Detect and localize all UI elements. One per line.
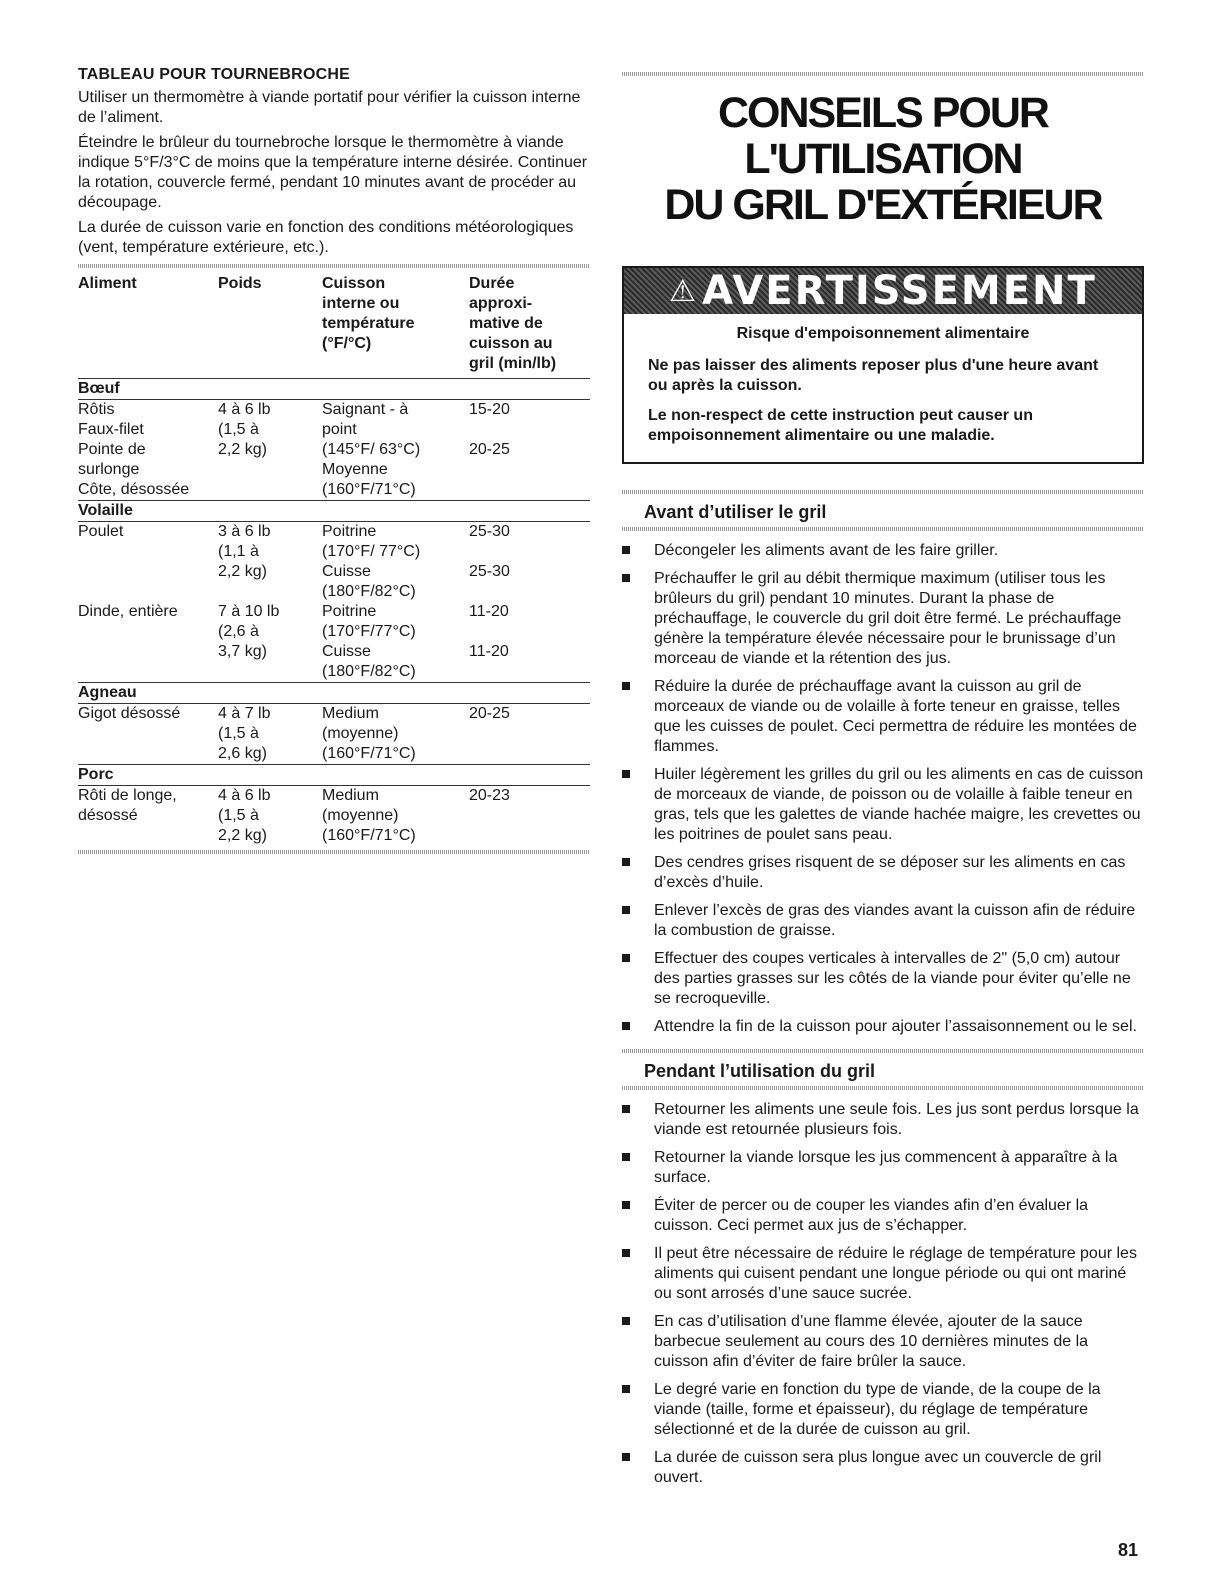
- cell-poids: [218, 522, 322, 603]
- page-number: 81: [1118, 1540, 1139, 1560]
- cell-line: Poulet: [78, 523, 124, 540]
- cell-line: Côte, désossée: [78, 481, 190, 498]
- cell-line: Cuisse: [322, 563, 371, 580]
- page-title: [622, 90, 1144, 228]
- bullet-square-icon: [622, 954, 630, 962]
- section1-heading-divider: [622, 527, 1144, 531]
- list-item: [622, 677, 1144, 757]
- bullet-square-icon: [622, 1153, 630, 1161]
- cell-line: 20-23: [469, 787, 510, 804]
- cell-line: 11-20: [469, 603, 509, 620]
- cell-duree: [469, 786, 590, 847]
- cell-duree: [469, 400, 590, 501]
- bullet-square-icon: [622, 574, 630, 582]
- cell-line: (1,5 à: [218, 725, 259, 742]
- warning-line-2: Le non-respect de cette instruction peut causer un empoisonnement alimentaire ou une maladie.: [648, 407, 1033, 444]
- rotisserie-heading: TABLEAU POUR TOURNEBROCHE: [78, 66, 350, 83]
- list-item: [622, 949, 1144, 1009]
- cell-line: 3 à 6 lb: [218, 523, 271, 540]
- rotisserie-chart-section: [78, 66, 590, 854]
- cell-line: 11-20: [469, 643, 509, 660]
- section-during-heading: Pendant l’utilisation du gril: [644, 1061, 876, 1081]
- table-header: [78, 268, 590, 379]
- table-row: [78, 786, 590, 847]
- cell-line: Medium: [322, 787, 379, 804]
- group-label: Volaille: [78, 501, 590, 522]
- list-item-text: Préchauffer le gril au débit thermique maximum (utiliser tous les brûleurs du gril) pendant 10 minutes. Durant la phase de préchauffage, le couvercle du gril doit être fermé. Le préchauffage génère la température élevée nécessaire pour le brunissage d’un morceau de viande et la rétention des jus.: [654, 570, 1122, 667]
- cell-line: 3,7 kg): [218, 643, 267, 660]
- cell-line: Moyenne: [322, 461, 388, 478]
- cell-line: 4 à 6 lb: [218, 787, 271, 804]
- cell-line: approxi-: [469, 295, 533, 312]
- cell-poids: [218, 400, 322, 501]
- cell-line: Durée: [469, 275, 515, 292]
- before-grilling-list: [622, 541, 1144, 1037]
- group-label: Agneau: [78, 683, 590, 704]
- cell-line: Saignant - à: [322, 401, 409, 418]
- cell-line: gril (min/lb): [469, 355, 557, 372]
- cell-line: [469, 622, 590, 642]
- cell-line: Pointe de: [78, 441, 146, 458]
- cell-line: 20-25: [469, 441, 510, 458]
- cell-poids: [218, 602, 322, 683]
- bullet-square-icon: [622, 546, 630, 554]
- list-item-text: Des cendres grises risquent de se déposer sur les aliments en cas d’excès d’huile.: [654, 854, 1126, 891]
- cell-line: (moyenne): [322, 725, 399, 742]
- warning-triangle-icon: ⚠: [669, 274, 697, 308]
- cell-line: interne ou: [322, 295, 400, 312]
- cell-line: 20-25: [469, 705, 510, 722]
- cell-line: Rôtis: [78, 401, 115, 418]
- during-grilling-list: [622, 1100, 1144, 1488]
- section2-heading-divider: [622, 1086, 1144, 1090]
- bullet-square-icon: [622, 1385, 630, 1393]
- list-item: [622, 569, 1144, 669]
- warning-banner: [624, 268, 1142, 314]
- table-body: [78, 379, 590, 847]
- cell-line: 7 à 10 lb: [218, 603, 280, 620]
- header-cuisson: [322, 268, 469, 379]
- cell-line: Poids: [218, 275, 262, 292]
- warning-line-1: Ne pas laisser des aliments reposer plus d'une heure avant ou après la cuisson.: [648, 357, 1099, 394]
- cell-cuisson: [322, 522, 469, 603]
- cell-line: Rôti de longe,: [78, 787, 177, 804]
- list-item: [622, 1148, 1144, 1188]
- bullet-square-icon: [622, 858, 630, 866]
- intro-paragraph-2: Éteindre le brûleur du tournebroche lorsque le thermomètre à viande indique 5°F/3°C de moins que la température interne désirée. Continuer la rotation, couvercle fermé, pendant 10 minutes avant de procéder au découpage.: [78, 134, 588, 211]
- bullet-square-icon: [622, 1453, 630, 1461]
- list-item-text: Retourner la viande lorsque les jus commencent à apparaître à la surface.: [654, 1149, 1118, 1186]
- table-row: [78, 400, 590, 501]
- cell-line: (°F/°C): [322, 335, 372, 352]
- cell-line: (1,5 à: [218, 807, 259, 824]
- table-group-row: [78, 765, 590, 786]
- cell-line: (180°F/82°C): [322, 663, 416, 680]
- cell-line: 2,2 kg): [218, 827, 267, 844]
- list-item: [622, 853, 1144, 893]
- header-aliment: [78, 268, 218, 379]
- cell-poids: [218, 786, 322, 847]
- tips-section: [622, 72, 1144, 1496]
- cell-line: (160°F/71°C): [322, 481, 416, 498]
- warning-label: AVERTISSEMENT: [702, 268, 1097, 314]
- group-label: Porc: [78, 765, 590, 786]
- group-label: Bœuf: [78, 379, 590, 400]
- cell-line: 2,2 kg): [218, 441, 267, 458]
- rotisserie-table: [78, 268, 590, 846]
- cell-line: (180°F/82°C): [322, 583, 416, 600]
- cell-line: (1,5 à: [218, 421, 259, 438]
- cell-line: (1,1 à: [218, 543, 259, 560]
- list-item-text: Enlever l’excès de gras des viandes avant la cuisson afin de réduire la combustion de graisse.: [654, 902, 1136, 939]
- table-bottom-divider: [78, 850, 590, 854]
- bullet-square-icon: [622, 1317, 630, 1325]
- bullet-square-icon: [622, 1022, 630, 1030]
- list-item-text: Éviter de percer ou de couper les viandes afin d’en évaluer la cuisson. Ceci permet aux jus de s’échapper.: [654, 1197, 1089, 1234]
- bullet-square-icon: [622, 906, 630, 914]
- list-item-text: En cas d’utilisation d’une flamme élevée, ajouter de la sauce barbecue seulement au cours des 10 dernières minutes de la cuisson afin d’éviter de faire brûler la sauce.: [654, 1313, 1089, 1370]
- cell-aliment: [78, 786, 218, 847]
- title-line-2: DU GRIL D'EXTÉRIEUR: [664, 181, 1102, 229]
- list-item: [622, 1380, 1144, 1440]
- table-group-row: [78, 683, 590, 704]
- cell-cuisson: [322, 704, 469, 765]
- list-item-text: Il peut être nécessaire de réduire le réglage de température pour les aliments qui cuisent pendant une longue période ou qui ont mariné ou sont arrosés d’une sauce sucrée.: [654, 1245, 1137, 1302]
- cell-line: Cuisson: [322, 275, 386, 292]
- list-item-text: Décongeler les aliments avant de les faire griller.: [654, 542, 999, 559]
- cell-line: 25-30: [469, 523, 510, 540]
- bullet-square-icon: [622, 682, 630, 690]
- list-item: [622, 901, 1144, 941]
- cell-aliment: [78, 400, 218, 501]
- cell-aliment: [78, 522, 218, 603]
- cell-duree: [469, 522, 590, 603]
- table-row: [78, 704, 590, 765]
- intro-paragraph-1: Utiliser un thermomètre à viande portatif pour vérifier la cuisson interne de l’aliment.: [78, 89, 581, 126]
- list-item-text: Huiler légèrement les grilles du gril ou les aliments en cas de cuisson de morceaux de viande, de poisson ou de volaille à faible teneur en gras, tels que les galettes de viande hachée maigre, les crevettes ou les poitrines de poulet sans peau.: [654, 766, 1144, 843]
- cell-line: [469, 542, 590, 562]
- cell-line: 4 à 7 lb: [218, 705, 271, 722]
- list-item: [622, 1312, 1144, 1372]
- cell-line: désossé: [78, 807, 138, 824]
- bullet-square-icon: [622, 1201, 630, 1209]
- cell-line: Cuisse: [322, 643, 371, 660]
- cell-line: mative de: [469, 315, 543, 332]
- cell-line: température: [322, 315, 415, 332]
- list-item: [622, 1244, 1144, 1304]
- cell-line: 15-20: [469, 401, 510, 418]
- section-before-heading: Avant d’utiliser le gril: [644, 502, 827, 522]
- list-item-text: Réduire la durée de préchauffage avant la cuisson au gril de morceaux de viande ou de volaille à forte teneur en graisse, telles que les cuisses de poulet. Ceci permettra de réduire les montées de flammes.: [654, 678, 1137, 755]
- cell-cuisson: [322, 786, 469, 847]
- list-item: [622, 765, 1144, 845]
- cell-line: cuisson au: [469, 335, 553, 352]
- cell-line: 2,2 kg): [218, 563, 267, 580]
- header-poids: [218, 268, 322, 379]
- cell-line: (170°F/77°C): [322, 623, 416, 640]
- cell-line: 25-30: [469, 563, 510, 580]
- cell-line: [469, 420, 590, 440]
- cell-line: 4 à 6 lb: [218, 401, 271, 418]
- bullet-square-icon: [622, 1105, 630, 1113]
- table-row: [78, 602, 590, 683]
- list-item: [622, 1017, 1144, 1037]
- warning-body: [624, 314, 1142, 462]
- list-item-text: Attendre la fin de la cuisson pour ajouter l’assaisonnement ou le sel.: [654, 1018, 1137, 1035]
- cell-line: Aliment: [78, 275, 137, 292]
- cell-aliment: [78, 704, 218, 765]
- title-top-divider: [622, 72, 1144, 76]
- cell-line: Poitrine: [322, 603, 377, 620]
- cell-line: Poitrine: [322, 523, 377, 540]
- header-duree: [469, 268, 590, 379]
- cell-line: point: [322, 421, 357, 438]
- list-item-text: La durée de cuisson sera plus longue avec un couvercle de gril ouvert.: [654, 1449, 1102, 1486]
- list-item: [622, 1100, 1144, 1140]
- cell-line: Medium: [322, 705, 379, 722]
- warning-box: [622, 266, 1144, 464]
- title-line-1: CONSEILS POUR L'UTILISATION: [718, 89, 1048, 183]
- cell-cuisson: [322, 602, 469, 683]
- cell-line: Faux-filet: [78, 421, 144, 438]
- cell-cuisson: [322, 400, 469, 501]
- cell-duree: [469, 704, 590, 765]
- list-item: [622, 1196, 1144, 1236]
- list-item-text: Effectuer des coupes verticales à intervalles de 2" (5,0 cm) autour des parties grasses sur les côtés de la viande pour éviter qu’elle ne se recroqueville.: [654, 950, 1131, 1007]
- list-item: [622, 1448, 1144, 1488]
- cell-line: surlonge: [78, 461, 140, 478]
- list-item-text: Retourner les aliments une seule fois. Les jus sont perdus lorsque la viande est retournée plusieurs fois.: [654, 1101, 1139, 1138]
- cell-aliment: [78, 602, 218, 683]
- cell-line: (170°F/ 77°C): [322, 543, 421, 560]
- table-row: [78, 522, 590, 603]
- bullet-square-icon: [622, 1249, 630, 1257]
- cell-line: 2,6 kg): [218, 745, 267, 762]
- cell-line: (160°F/71°C): [322, 745, 416, 762]
- cell-line: (2,6 à: [218, 623, 259, 640]
- table-group-row: [78, 501, 590, 522]
- warning-risk: Risque d'empoisonnement alimentaire: [736, 325, 1030, 342]
- bullet-square-icon: [622, 770, 630, 778]
- intro-paragraph-3: La durée de cuisson varie en fonction des conditions météorologiques (vent, température extérieure, etc.).: [78, 219, 574, 256]
- cell-line: (160°F/71°C): [322, 827, 416, 844]
- list-item-text: Le degré varie en fonction du type de viande, de la coupe de la viande (taille, forme et épaisseur), du réglage de température sélectionné et de la durée de cuisson au gril.: [654, 1381, 1101, 1438]
- cell-duree: [469, 602, 590, 683]
- cell-line: (145°F/ 63°C): [322, 441, 421, 458]
- cell-line: Dinde, entière: [78, 603, 178, 620]
- cell-line: (moyenne): [322, 807, 399, 824]
- cell-poids: [218, 704, 322, 765]
- cell-line: Gigot désossé: [78, 705, 181, 722]
- list-item: [622, 541, 1144, 561]
- table-group-row: [78, 379, 590, 400]
